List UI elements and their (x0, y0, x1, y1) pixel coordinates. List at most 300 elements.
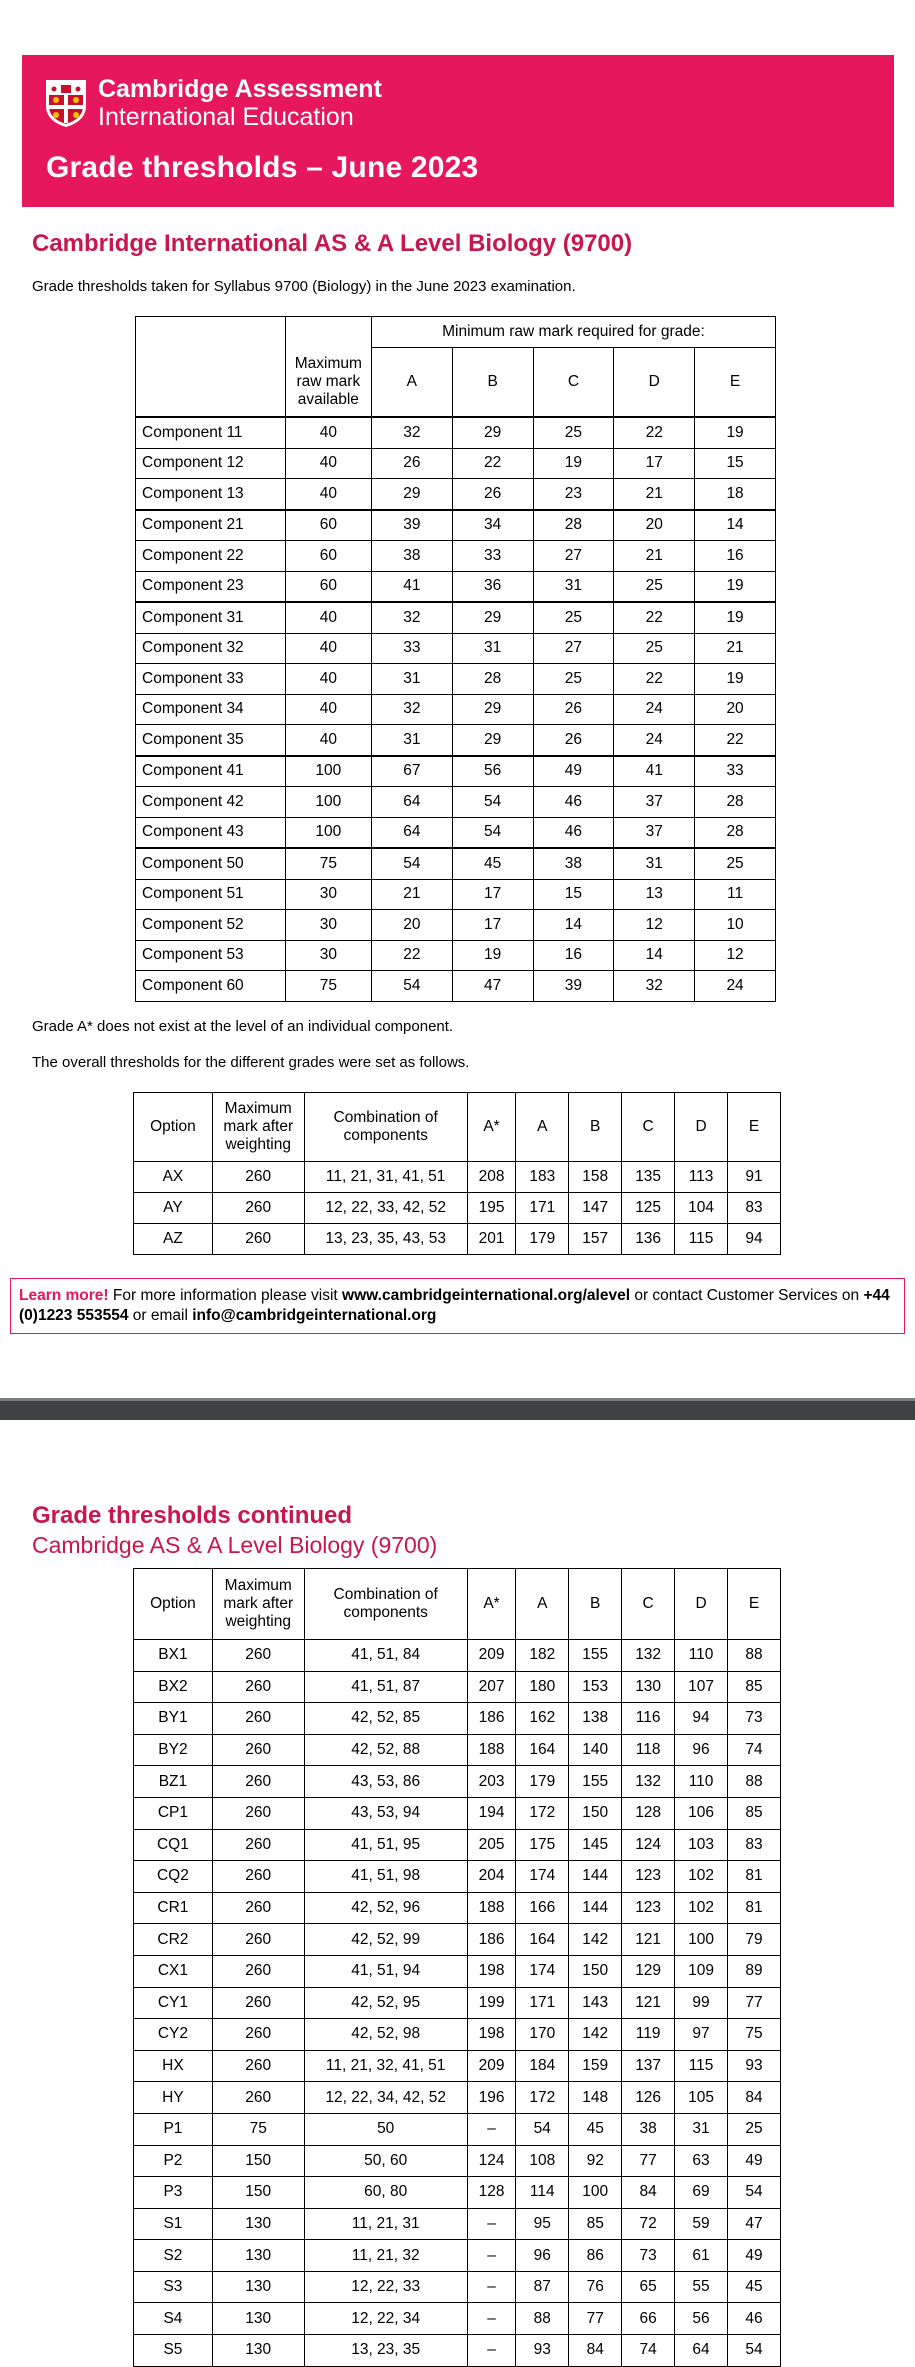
table-cell: 34 (452, 510, 533, 541)
row-label: Component 23 (136, 571, 286, 602)
table-row (134, 1861, 781, 1893)
table-cell: 54 (452, 787, 533, 818)
option-thresholds-table-continued (133, 1568, 781, 2367)
table-cell: 124 (467, 2145, 516, 2177)
table-cell: 100 (285, 787, 371, 818)
table-cell: 88 (728, 1766, 781, 1798)
table-row (134, 2240, 781, 2272)
row-label: CQ1 (134, 1829, 213, 1861)
col-header: A* (467, 1569, 516, 1640)
table-cell: 16 (533, 940, 614, 971)
table-cell: 46 (728, 2303, 781, 2335)
table-cell: 16 (695, 541, 776, 572)
table-cell: 54 (516, 2113, 569, 2145)
table-cell: 158 (569, 1162, 622, 1193)
table-cell: 56 (452, 756, 533, 787)
table-cell: 138 (569, 1703, 622, 1735)
table-cell: 28 (695, 787, 776, 818)
table-row (136, 479, 776, 510)
row-label: Component 33 (136, 664, 286, 695)
table-cell: 99 (675, 1987, 728, 2019)
table-cell: 22 (614, 417, 695, 448)
table-cell: 40 (285, 664, 371, 695)
table-cell: 130 (212, 2240, 304, 2272)
table-cell: 72 (622, 2208, 675, 2240)
table-cell: 155 (569, 1640, 622, 1672)
table-cell: 183 (516, 1162, 569, 1193)
table-cell: 164 (516, 1734, 569, 1766)
table-cell: 15 (533, 879, 614, 910)
table-cell: 25 (533, 602, 614, 633)
row-label: CR2 (134, 1924, 213, 1956)
table-cell: 142 (569, 1924, 622, 1956)
table-cell: 55 (675, 2271, 728, 2303)
table-cell: 140 (569, 1734, 622, 1766)
table-cell: 130 (212, 2303, 304, 2335)
table-cell: 46 (533, 787, 614, 818)
table-cell: 94 (675, 1703, 728, 1735)
table-cell: 105 (675, 2082, 728, 2114)
table-cell: 93 (516, 2335, 569, 2367)
row-label: Component 52 (136, 910, 286, 941)
table-cell: 69 (675, 2177, 728, 2209)
table-cell: 31 (533, 571, 614, 602)
table-cell: 77 (569, 2303, 622, 2335)
table-cell: 37 (614, 787, 695, 818)
table-cell: 92 (569, 2145, 622, 2177)
row-label: CR1 (134, 1892, 213, 1924)
table-cell: 123 (622, 1892, 675, 1924)
table-cell: 21 (614, 541, 695, 572)
table-cell: 18 (695, 479, 776, 510)
table-cell: 43, 53, 94 (304, 1797, 467, 1829)
grade-header: C (533, 348, 614, 418)
table-cell: 126 (622, 2082, 675, 2114)
table-cell: 115 (675, 1224, 728, 1255)
table-cell: 143 (569, 1987, 622, 2019)
table-cell: 93 (728, 2050, 781, 2082)
table-cell: 33 (695, 756, 776, 787)
grade-header: E (695, 348, 776, 418)
email-link[interactable]: info@cambridgeinternational.org (192, 1307, 437, 1324)
table-cell: 41, 51, 94 (304, 1955, 467, 1987)
table-cell: 186 (467, 1924, 516, 1956)
table-row (136, 787, 776, 818)
table-cell: 14 (614, 940, 695, 971)
table-cell: 150 (569, 1797, 622, 1829)
table-cell: 135 (622, 1162, 675, 1193)
table-row (134, 1955, 781, 1987)
table-cell: 260 (212, 1892, 304, 1924)
table-cell: 54 (728, 2177, 781, 2209)
table-cell: 203 (467, 1766, 516, 1798)
col-header: Option (134, 1093, 213, 1162)
document-title: Grade thresholds – June 2023 (46, 151, 479, 184)
table-cell: 209 (467, 1640, 516, 1672)
table-cell: 130 (212, 2335, 304, 2367)
table-cell: 30 (285, 910, 371, 941)
table-cell: 22 (452, 448, 533, 479)
table-cell: 104 (675, 1193, 728, 1224)
col-header: A (516, 1569, 569, 1640)
table-row (136, 571, 776, 602)
table-cell: 115 (675, 2050, 728, 2082)
table-cell: 260 (212, 1671, 304, 1703)
table-cell: 47 (452, 971, 533, 1002)
table-cell: 38 (533, 848, 614, 879)
table-cell: – (467, 2271, 516, 2303)
table-cell: 128 (467, 2177, 516, 2209)
row-label: Component 50 (136, 848, 286, 879)
table-cell: 26 (452, 479, 533, 510)
table-cell: 260 (212, 1987, 304, 2019)
min-mark-header: Minimum raw mark required for grade: (371, 317, 775, 348)
table-cell: 123 (622, 1861, 675, 1893)
table-cell: 171 (516, 1987, 569, 2019)
table-cell: 41, 51, 84 (304, 1640, 467, 1672)
table-row (134, 2019, 781, 2051)
table-cell: 75 (285, 848, 371, 879)
col-header: D (675, 1569, 728, 1640)
row-label: S4 (134, 2303, 213, 2335)
table-cell: 87 (516, 2271, 569, 2303)
table-cell: 184 (516, 2050, 569, 2082)
table-row (136, 725, 776, 756)
table-cell: 25 (614, 571, 695, 602)
table-row (136, 633, 776, 664)
organisation-name (98, 75, 382, 131)
note-a-star: Grade A* does not exist at the level of an individual component. (32, 1018, 454, 1035)
table-cell: 124 (622, 1829, 675, 1861)
table-row (136, 602, 776, 633)
table-cell: 39 (533, 971, 614, 1002)
row-label: CX1 (134, 1955, 213, 1987)
subject-heading: Cambridge International AS & A Level Biology (9700) (32, 230, 633, 257)
table-cell: 84 (728, 2082, 781, 2114)
table-cell: 41, 51, 98 (304, 1861, 467, 1893)
col-header: C (622, 1569, 675, 1640)
table-row (136, 817, 776, 848)
table-cell: 88 (516, 2303, 569, 2335)
table-cell: 22 (371, 940, 452, 971)
table-cell: 150 (212, 2145, 304, 2177)
table-cell: 150 (569, 1955, 622, 1987)
table-cell: 260 (212, 2019, 304, 2051)
table-row (134, 2177, 781, 2209)
table-cell: 86 (569, 2240, 622, 2272)
row-label: CY1 (134, 1987, 213, 2019)
table-cell: 75 (285, 971, 371, 1002)
cambridge-shield-logo (44, 78, 88, 128)
table-cell: 19 (695, 417, 776, 448)
table-cell: 41 (371, 571, 452, 602)
table-cell: 84 (622, 2177, 675, 2209)
table-cell: 205 (467, 1829, 516, 1861)
row-label: Component 43 (136, 817, 286, 848)
table-cell: 182 (516, 1640, 569, 1672)
table-cell: 164 (516, 1924, 569, 1956)
table-cell: 12 (614, 910, 695, 941)
table-row (136, 510, 776, 541)
row-label: S2 (134, 2240, 213, 2272)
table-row (134, 2335, 781, 2367)
table-row (134, 1193, 781, 1224)
grade-header: A (371, 348, 452, 418)
table-cell: 61 (675, 2240, 728, 2272)
table-cell: 30 (285, 940, 371, 971)
table-cell: 172 (516, 1797, 569, 1829)
table-row (134, 2050, 781, 2082)
table-row (136, 910, 776, 941)
row-label: BY1 (134, 1703, 213, 1735)
table-cell: 45 (569, 2113, 622, 2145)
table-cell: 179 (516, 1766, 569, 1798)
table-row (134, 2113, 781, 2145)
row-label: Component 42 (136, 787, 286, 818)
table-cell: 94 (728, 1224, 781, 1255)
table-cell: 114 (516, 2177, 569, 2209)
table-cell: 11, 21, 32, 41, 51 (304, 2050, 467, 2082)
table-cell: 186 (467, 1703, 516, 1735)
table-row (134, 2145, 781, 2177)
row-label: S5 (134, 2335, 213, 2367)
table-cell: 73 (728, 1703, 781, 1735)
table-row (134, 1703, 781, 1735)
col-header: Combination of components (304, 1569, 467, 1640)
table-cell: 56 (675, 2303, 728, 2335)
table-cell: 15 (695, 448, 776, 479)
table-cell: 73 (622, 2240, 675, 2272)
table-row (134, 1671, 781, 1703)
row-label: Component 51 (136, 879, 286, 910)
table-cell: 170 (516, 2019, 569, 2051)
table-cell: 103 (675, 1829, 728, 1861)
table-cell: 28 (533, 510, 614, 541)
table-cell: 42, 52, 95 (304, 1987, 467, 2019)
table-cell: 110 (675, 1766, 728, 1798)
table-row (136, 848, 776, 879)
table-cell: 175 (516, 1829, 569, 1861)
table-row (136, 664, 776, 695)
table-cell: 64 (371, 817, 452, 848)
table-row (136, 756, 776, 787)
table-row (134, 2208, 781, 2240)
row-label: BY2 (134, 1734, 213, 1766)
row-label: AX (134, 1162, 213, 1193)
table-cell: 60, 80 (304, 2177, 467, 2209)
table-cell: 172 (516, 2082, 569, 2114)
table-cell: 88 (728, 1640, 781, 1672)
table-cell: 110 (675, 1640, 728, 1672)
table-row (136, 448, 776, 479)
table-row (136, 541, 776, 572)
table-cell: 49 (728, 2240, 781, 2272)
continued-subheading: Cambridge AS & A Level Biology (9700) (32, 1532, 438, 1558)
table-cell: 37 (614, 817, 695, 848)
table-cell: 142 (569, 2019, 622, 2051)
table-cell: 31 (371, 725, 452, 756)
page-2 (0, 1420, 915, 2358)
org-line-2: International Education (98, 103, 354, 131)
table-cell: 40 (285, 694, 371, 725)
table-cell: 208 (467, 1162, 516, 1193)
row-label: CQ2 (134, 1861, 213, 1893)
table-cell: – (467, 2335, 516, 2367)
table-cell: 109 (675, 1955, 728, 1987)
table-cell: 81 (728, 1861, 781, 1893)
table-cell: 20 (614, 510, 695, 541)
table-cell: 26 (371, 448, 452, 479)
max-mark-header: Maximum raw mark available (285, 348, 371, 418)
col-header: B (569, 1093, 622, 1162)
table-cell: 42, 52, 85 (304, 1703, 467, 1735)
org-line-1: Cambridge Assessment (98, 75, 382, 103)
table-cell: 14 (533, 910, 614, 941)
table-cell: 180 (516, 1671, 569, 1703)
row-label: BZ1 (134, 1766, 213, 1798)
row-label: HY (134, 2082, 213, 2114)
table-cell: 75 (728, 2019, 781, 2051)
learn-more-text: or contact Customer Services on (630, 1287, 864, 1304)
continued-heading: Grade thresholds continued (32, 1502, 353, 1529)
table-cell: 33 (371, 633, 452, 664)
table-cell: 85 (728, 1797, 781, 1829)
table-cell: 41 (614, 756, 695, 787)
table-cell: 85 (569, 2208, 622, 2240)
row-label: AZ (134, 1224, 213, 1255)
table-cell: 179 (516, 1224, 569, 1255)
table-cell: 50 (304, 2113, 467, 2145)
table-cell: – (467, 2240, 516, 2272)
table-cell: 83 (728, 1829, 781, 1861)
row-label: S1 (134, 2208, 213, 2240)
table-cell: 27 (533, 633, 614, 664)
table-cell: 54 (371, 971, 452, 1002)
table-cell: 36 (452, 571, 533, 602)
table-cell: 60 (285, 510, 371, 541)
table-cell: 10 (695, 910, 776, 941)
table-cell: 162 (516, 1703, 569, 1735)
col-header: Maximum mark after weighting (212, 1093, 304, 1162)
row-label: Component 22 (136, 541, 286, 572)
table-cell: 47 (728, 2208, 781, 2240)
table-cell: 75 (212, 2113, 304, 2145)
learn-more-box (10, 1278, 905, 1334)
table-row (136, 971, 776, 1002)
table-cell: 91 (728, 1162, 781, 1193)
table-cell: 13, 23, 35, 43, 53 (304, 1224, 467, 1255)
table-cell: 31 (452, 633, 533, 664)
row-label: Component 32 (136, 633, 286, 664)
table-cell: 40 (285, 602, 371, 633)
table-cell: 25 (614, 633, 695, 664)
table-cell: 29 (452, 694, 533, 725)
table-cell: 106 (675, 1797, 728, 1829)
table-cell: 29 (452, 602, 533, 633)
table-cell: 40 (285, 725, 371, 756)
table-cell: 74 (728, 1734, 781, 1766)
table-cell: 22 (614, 602, 695, 633)
table-cell: 144 (569, 1861, 622, 1893)
table-cell: 19 (695, 602, 776, 633)
col-header: Option (134, 1569, 213, 1640)
grade-header: B (452, 348, 533, 418)
table-cell: 166 (516, 1892, 569, 1924)
table-cell: 84 (569, 2335, 622, 2367)
col-header: Combination of components (304, 1093, 467, 1162)
table-cell: 60 (285, 571, 371, 602)
table-cell: 195 (467, 1193, 516, 1224)
table-cell: 132 (622, 1766, 675, 1798)
table-cell: 130 (212, 2208, 304, 2240)
table-cell: 24 (614, 694, 695, 725)
table-cell: 12 (695, 940, 776, 971)
table-cell: 144 (569, 1892, 622, 1924)
table-cell: 14 (695, 510, 776, 541)
table-row (134, 1829, 781, 1861)
table-cell: – (467, 2208, 516, 2240)
table-cell: 145 (569, 1829, 622, 1861)
table-cell: 59 (675, 2208, 728, 2240)
table-cell: 201 (467, 1224, 516, 1255)
col-header: B (569, 1569, 622, 1640)
table-cell: 41, 51, 87 (304, 1671, 467, 1703)
overall-thresholds-table (133, 1092, 781, 1255)
table-cell: 38 (371, 541, 452, 572)
table-cell: 260 (212, 1640, 304, 1672)
table-cell: 54 (371, 848, 452, 879)
table-cell: 46 (533, 817, 614, 848)
table-cell: 13, 23, 35 (304, 2335, 467, 2367)
table-row (134, 1224, 781, 1255)
table-cell: 12, 22, 33 (304, 2271, 467, 2303)
table-cell: 132 (622, 1640, 675, 1672)
table-cell: 108 (516, 2145, 569, 2177)
table-cell: 64 (371, 787, 452, 818)
table-cell: 74 (622, 2335, 675, 2367)
table-cell: 260 (212, 2082, 304, 2114)
row-label: Component 12 (136, 448, 286, 479)
intro-text: Grade thresholds taken for Syllabus 9700 (Biology) in the June 2023 examination. (32, 278, 576, 295)
table-cell: 30 (285, 879, 371, 910)
table-cell: 116 (622, 1703, 675, 1735)
row-label: Component 60 (136, 971, 286, 1002)
learn-more-label: Learn more! (19, 1287, 109, 1304)
table-cell: 29 (452, 417, 533, 448)
table-cell: 31 (675, 2113, 728, 2145)
table-cell: 11 (695, 879, 776, 910)
table-row (134, 1924, 781, 1956)
table-cell: 40 (285, 633, 371, 664)
table-cell: 32 (371, 694, 452, 725)
table-cell: 171 (516, 1193, 569, 1224)
table-cell: 65 (622, 2271, 675, 2303)
table-cell: 50, 60 (304, 2145, 467, 2177)
row-label: AY (134, 1193, 213, 1224)
table-row (136, 940, 776, 971)
table-row (136, 417, 776, 448)
table-cell: 100 (675, 1924, 728, 1956)
table-cell: 125 (622, 1193, 675, 1224)
row-label: S3 (134, 2271, 213, 2303)
table-cell: 188 (467, 1892, 516, 1924)
table-cell: 129 (622, 1955, 675, 1987)
table-row (136, 694, 776, 725)
table-cell: 157 (569, 1224, 622, 1255)
table-cell: 40 (285, 479, 371, 510)
table-cell: 41, 51, 95 (304, 1829, 467, 1861)
website-link[interactable]: www.cambridgeinternational.org/alevel (342, 1287, 631, 1304)
